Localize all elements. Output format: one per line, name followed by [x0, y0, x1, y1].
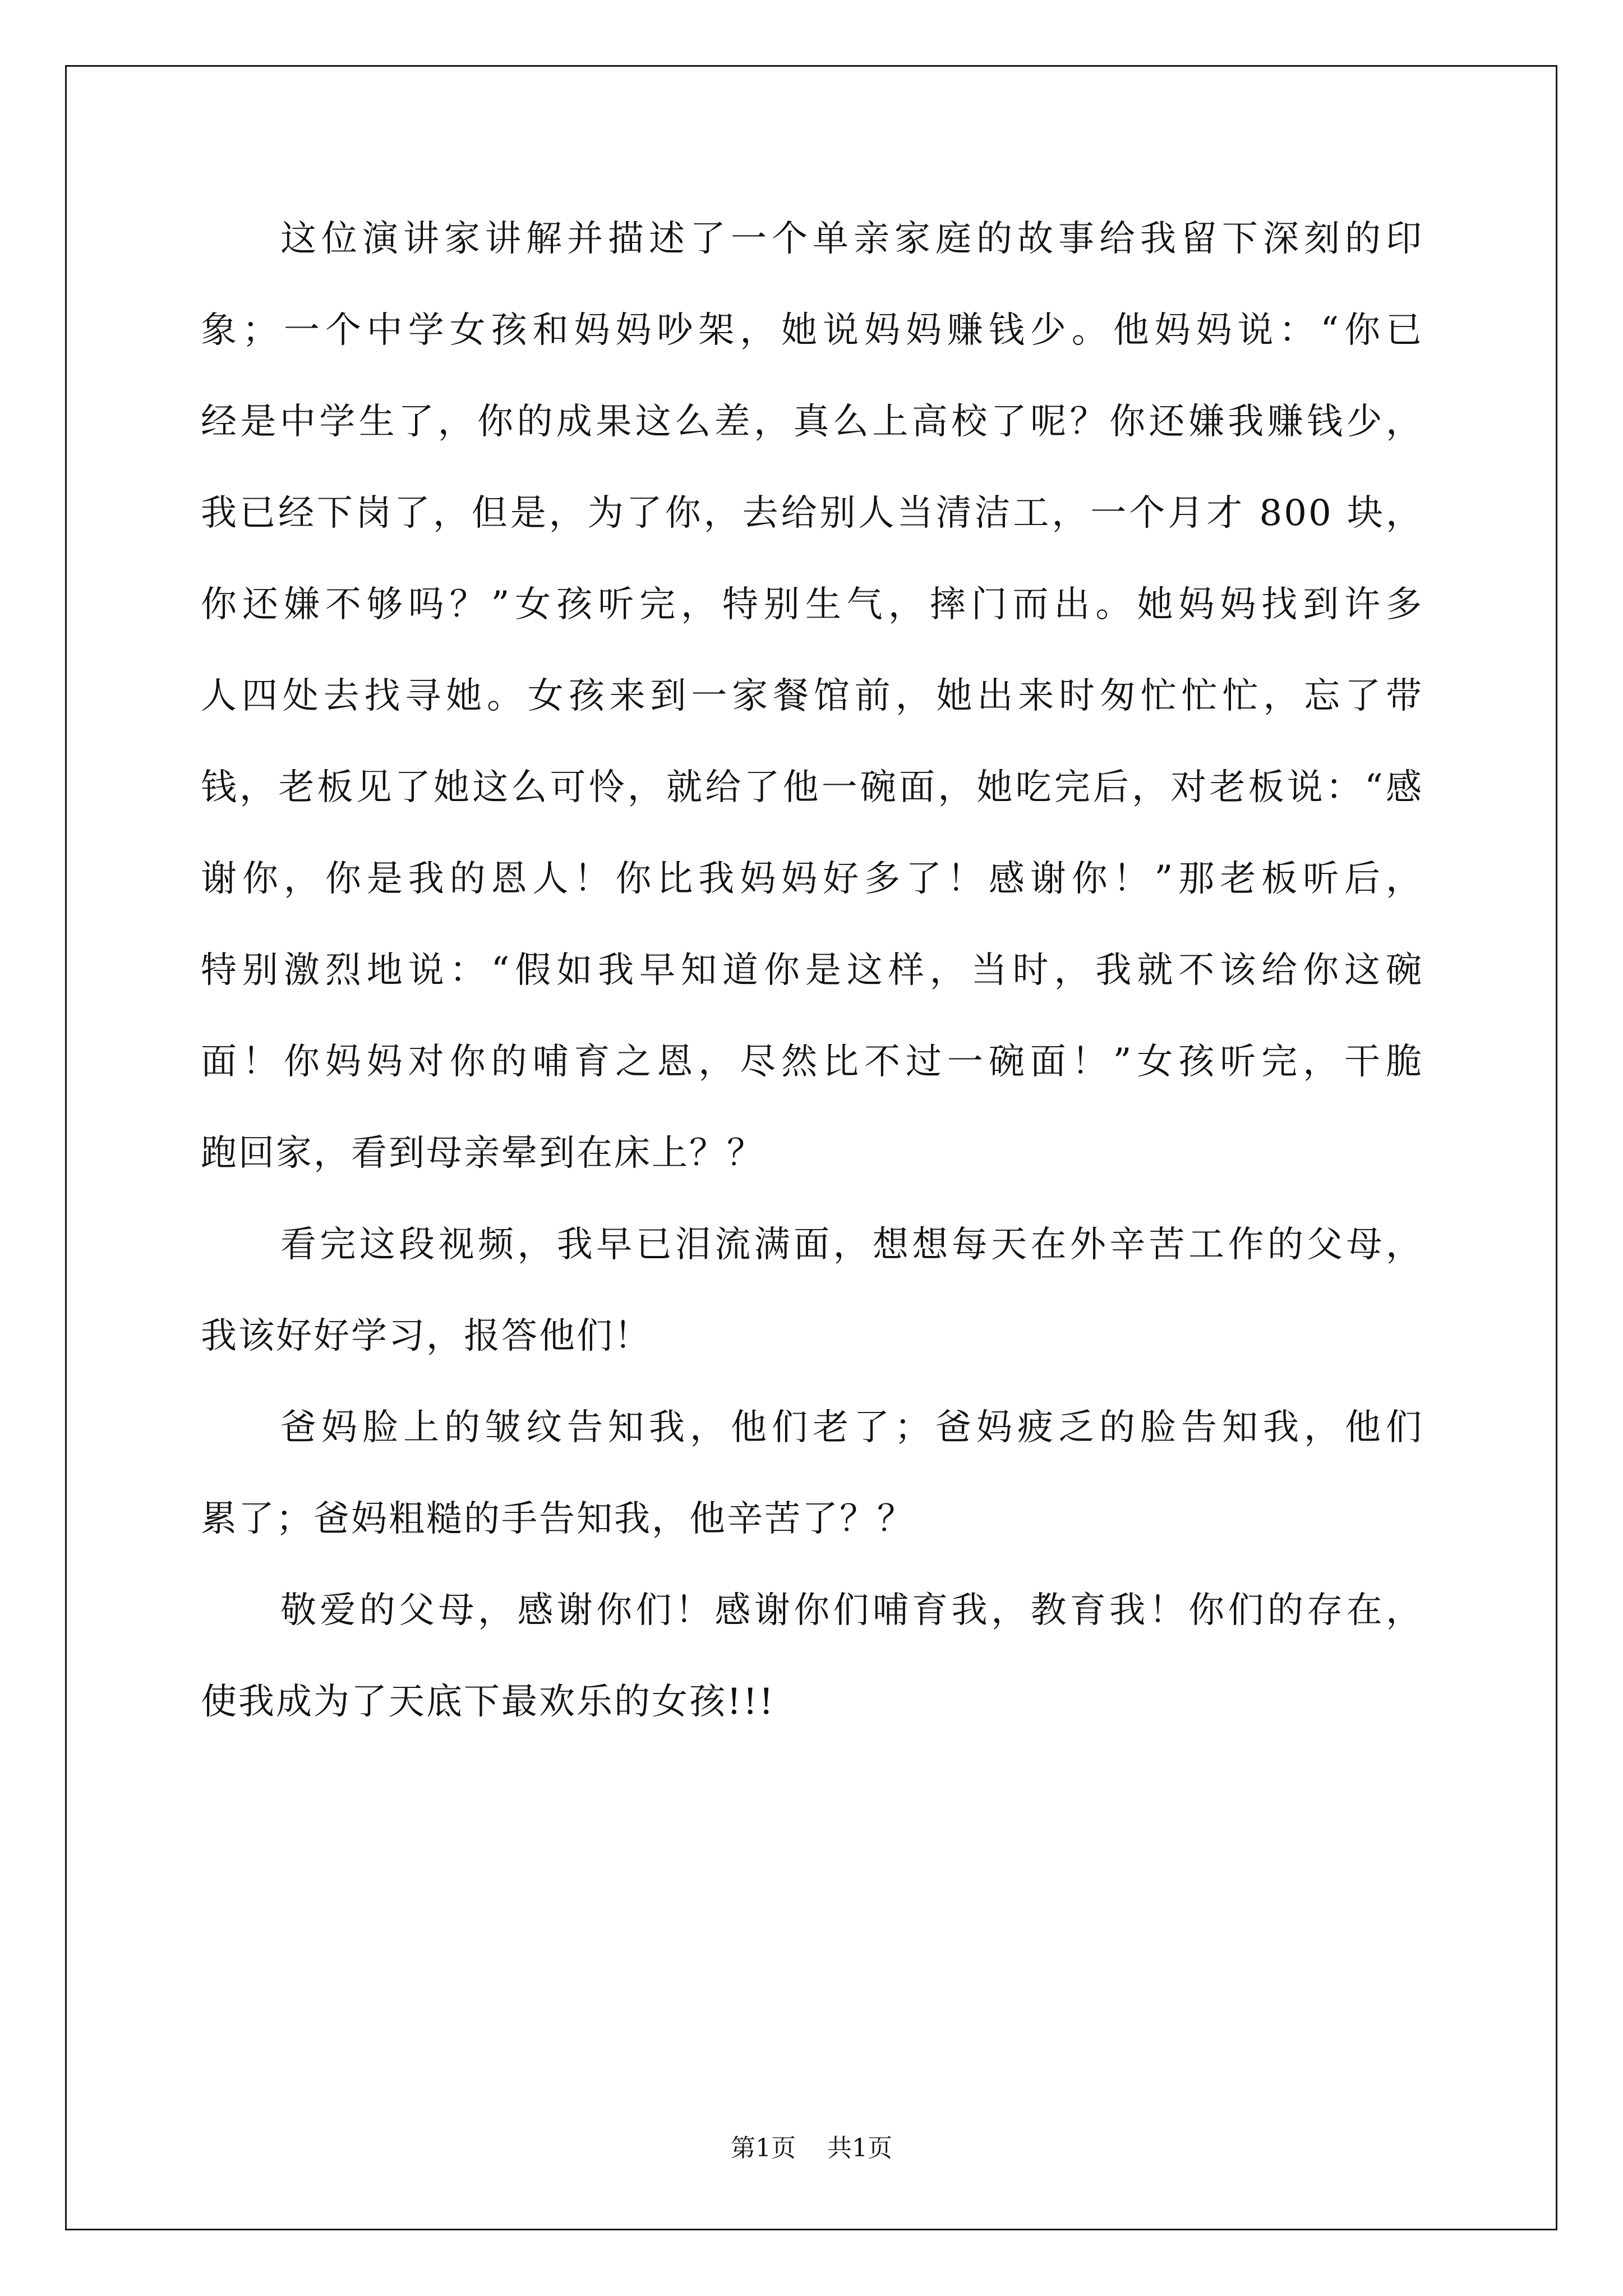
text-line: 钱，老板见了她这么可怜，就给了他一碗面，她吃完后，对老板说：“感 [201, 767, 1423, 808]
text-line: 谢你，你是我的恩人！你比我妈妈好多了！感谢你！”那老板听后， [201, 858, 1423, 900]
text-line: 使我成为了天底下最欢乐的女孩!!! [201, 1681, 776, 1723]
text-line: 我该好好学习，报答他们！ [201, 1315, 652, 1357]
text-line: 这位演讲家讲解并描述了一个单亲家庭的故事给我留下深刻的印 [280, 218, 1423, 260]
text-line: 敬爱的父母，感谢你们！感谢你们哺育我，教育我！你们的存在， [280, 1590, 1423, 1631]
text-line: 经是中学生了，你的成果这么差，真么上高校了呢？你还嫌我赚钱少， [201, 401, 1423, 443]
text-line: 跑回家，看到母亲晕到在床上？？ [201, 1133, 764, 1174]
text-line: 特别激烈地说：“假如我早知道你是这样，当时，我就不该给你这碗 [201, 950, 1423, 991]
text-line: 看完这段视频，我早已泪流满面，想想每天在外辛苦工作的父母， [280, 1224, 1423, 1266]
text-line: 我已经下岗了，但是，为了你，去给别人当清洁工，一个月才 800 块， [201, 493, 1423, 534]
text-line: 你还嫌不够吗？”女孩听完，特别生气，摔门而出。她妈妈找到许多 [201, 584, 1423, 625]
text-line: 累了；爸妈粗糙的手告知我，他辛苦了？？ [201, 1498, 915, 1540]
document-body [201, 194, 1423, 1748]
text-line: 象；一个中学女孩和妈妈吵架，她说妈妈赚钱少。他妈妈说：“你已 [201, 310, 1423, 351]
text-line: 面！你妈妈对你的哺育之恩，尽然比不过一碗面！”女孩听完，干脆 [201, 1041, 1423, 1083]
text-line: 人四处去找寻她。女孩来到一家餐馆前，她出来时匆忙忙忙，忘了带 [201, 675, 1423, 717]
text-line: 爸妈脸上的皱纹告知我，他们老了；爸妈疲乏的脸告知我，他们 [280, 1407, 1423, 1448]
page-number-footer: 第1页 共1页 [731, 2134, 892, 2162]
